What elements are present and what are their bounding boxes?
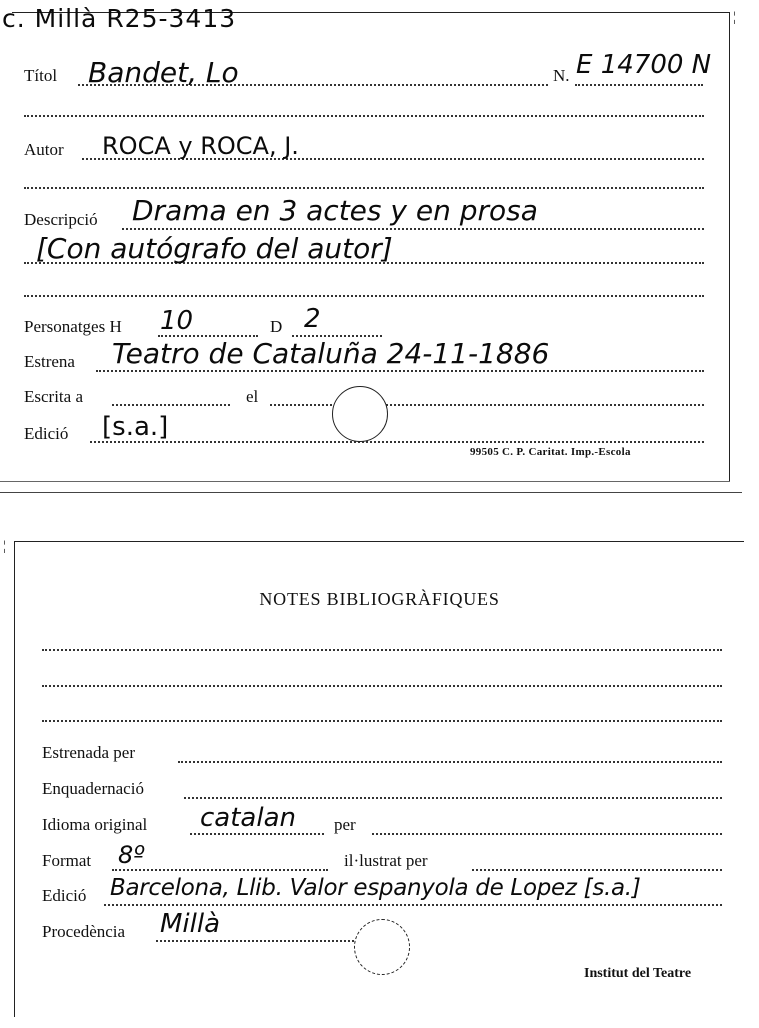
edicio2-label: Edició [42,886,87,905]
catalog-card-front [0,0,759,495]
titol-label: Títol [24,66,58,85]
illustrat-label: il·lustrat per [344,851,428,870]
estrenada-line [178,761,722,763]
edicio2-line [104,904,722,906]
personatges-d-value: 2 [304,304,321,334]
estrena-value: Teatro de Cataluña 24-11-1886 [112,337,550,370]
format-value: 8º [118,841,145,869]
card1-right-border [729,12,730,482]
descripcio-label: Descripció [24,210,98,229]
notes-line-3 [42,720,722,722]
personatges-label: Personatges H [24,317,122,336]
idioma-value: catalan [200,803,296,833]
enquadernacio-label: Enquadernació [42,779,144,798]
header-note: c. Millà R25-3413 [2,4,237,33]
titol-value: Bandet, Lo [88,56,239,89]
estrenada-label: Estrenada per [42,743,135,762]
procedencia-value: Millà [160,909,221,939]
punch-hole-2 [354,919,410,975]
idioma-per-line [372,833,722,835]
autor-extra-line [24,187,704,189]
estrena-label: Estrena [24,352,75,371]
descripcio-line-3 [24,295,704,297]
notes-title: NOTES BIBLIOGRÀFIQUES [259,589,500,609]
autor-value: ROCA y ROCA, J. [102,132,299,160]
card2-left-border [14,541,15,1017]
enquadernacio-line [184,797,722,799]
card2-top-border [14,541,744,542]
card1-bottom-border [0,481,730,482]
idioma-label: Idioma original [42,815,148,834]
institution-imprint: Institut del Teatre [584,966,692,981]
descripcio-line-1 [122,228,704,230]
card1-corner-mark: ¦ [733,10,736,25]
escrita-el-label: el [246,387,259,406]
titol-extra-line [24,115,704,117]
card2-corner-mark: ¦ [3,539,6,554]
edicio-line [90,441,704,443]
edicio2-value: Barcelona, Llib. Valor espanyola de Lopez [s.a.] [110,875,641,901]
personatges-d-label: D [270,317,283,336]
descripcio-value-2: [Con autógrafo del autor] [36,232,393,265]
escrita-line [112,404,230,406]
edicio-value: [s.a.] [102,412,169,442]
notes-line-1 [42,649,722,651]
printer-imprint: 99505 C. P. Caritat. Imp.-Escola [470,446,631,458]
idioma-per-label: per [334,815,356,834]
estrena-line [96,370,704,372]
notes-line-2 [42,685,722,687]
edicio-label: Edició [24,424,69,443]
num-line [575,84,703,86]
personatges-h-value: 10 [160,306,194,336]
num-value: E 14700 N [576,50,712,80]
card1-cut-line [0,492,742,493]
escrita-label: Escrita a [24,387,83,406]
descripcio-value-1: Drama en 3 actes y en prosa [132,194,538,227]
format-label: Format [42,851,92,870]
format-line [112,869,328,871]
idioma-line [190,833,324,835]
punch-hole [332,386,388,442]
catalog-card-back [0,495,759,1028]
autor-label: Autor [24,140,64,159]
num-label: N. [553,66,570,85]
illustrat-line [472,869,722,871]
procedencia-label: Procedència [42,922,126,941]
